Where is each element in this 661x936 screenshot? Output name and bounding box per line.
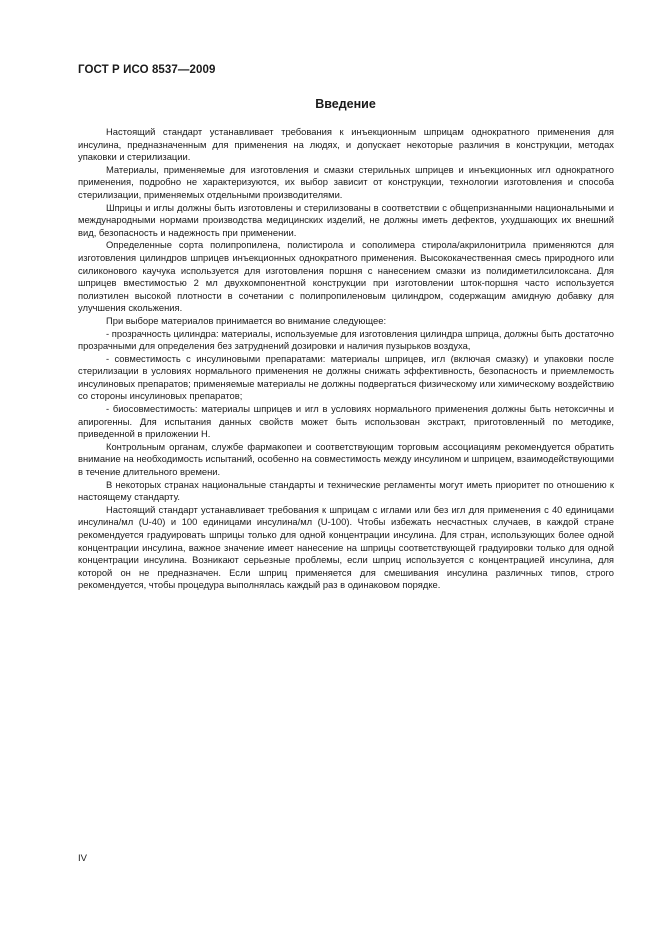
document-header: ГОСТ Р ИСО 8537—2009	[78, 64, 216, 76]
list-item: - совместимость с инсулиновыми препаратами: материалы шприцев, игл (включая смазку) и упаковки после стерилизации в условиях нормального применения не должны снижать эффективность, безопасность и приемлемость инсулиновых препаратов; применяемые материалы не должны подвергаться физическому или химическому воздействию со стороны инсулиновых препаратов;	[78, 352, 614, 402]
list-item: - прозрачность цилиндра: материалы, используемые для изготовления цилиндра шприца, должны быть достаточно прозрачными для определения без затруднений дозировки и наличия пузырьков воздуха,	[78, 327, 614, 352]
paragraph: Настоящий стандарт устанавливает требования к шприцам с иглами или без игл для применения с 40 единицами инсулина/мл (U-40) и 100 единицами инсулина/мл (U-100). Чтобы избежать несчастных случаев, в каждой стране рекомендуется градуировать шприцы только для одной концентрации инсулина. Для стран, использующих более одной концентрации инсулина, важное значение имеет нанесение на шприцы соответствующей градуировки только для одной концентрации инсулина. Возникают серьезные проблемы, если шприц используется с концентрацией инсулина, для которой он не предназначен. Если шприц применяется для смешивания инсулина различных типов, строго рекомендуется, чтобы процедура выполнялась каждый раз в одинаковом порядке.	[78, 503, 614, 591]
paragraph: Контрольным органам, службе фармакопеи и соответствующим торговым ассоциациям рекомендуется обратить внимание на необходимость испытаний, особенно на совместимость между инсулином и шприцем, взаимодействующими в течение длительного времени.	[78, 440, 614, 478]
paragraph: При выборе материалов принимается во внимание следующее:	[106, 314, 387, 326]
introduction-text	[78, 126, 614, 592]
paragraph: Шприцы и иглы должны быть изготовлены и стерилизованы в соответствии с общепризнанными национальными и международными нормами производства медицинских изделий, не должны иметь дефектов, ухудшающих их внешний вид, безопасность и надежность при применении.	[78, 201, 614, 238]
paragraph: Настоящий стандарт устанавливает требования к инъекционным шприцам однократного применения для инсулина, предназначенным для применения на людях, и допускает некоторые различия в конструкции, методах упаковки и стерилизации.	[78, 126, 614, 163]
paragraph: Материалы, применяемые для изготовления и смазки стерильных шприцев и инъекционных игл однократного применения, подробно не характеризуются, их выбор зависит от конструкции, технологии изготовления и способа стерилизации, применяемых отдельными производителями.	[78, 163, 614, 200]
list-item: - биосовместимость: материалы шприцев и игл в условиях нормального применения должны быть нетоксичны и апирогенны. Для испытания данных свойств может быть использован экстракт, приготовленный по методике, приведенной в приложении Н.	[78, 403, 614, 440]
page-number: IV	[78, 853, 87, 864]
paragraph: Определенные сорта полипропилена, полистирола и сополимера стирола/акрилонитрила применяются для изготовления цилиндров шприцев инъекционных однократного применения. Высококачественная смесь природного или силиконового каучука используется для изготовления поршня с нанесением смазки из полидиметилсилоксана. Для шприцев вместимостью 2 мл двухкомпонентной конструкции при изготовлении шток-поршня часто используется полиэтилен высокой плотности в сочетании с полипропиленовым цилиндром, содержащим амидную добавку для улучшения скольжения.	[78, 239, 614, 314]
paragraph: В некоторых странах национальные стандарты и технические регламенты могут иметь приоритет по отношению к настоящему стандарту.	[78, 478, 614, 503]
section-title: Введение	[315, 97, 376, 111]
